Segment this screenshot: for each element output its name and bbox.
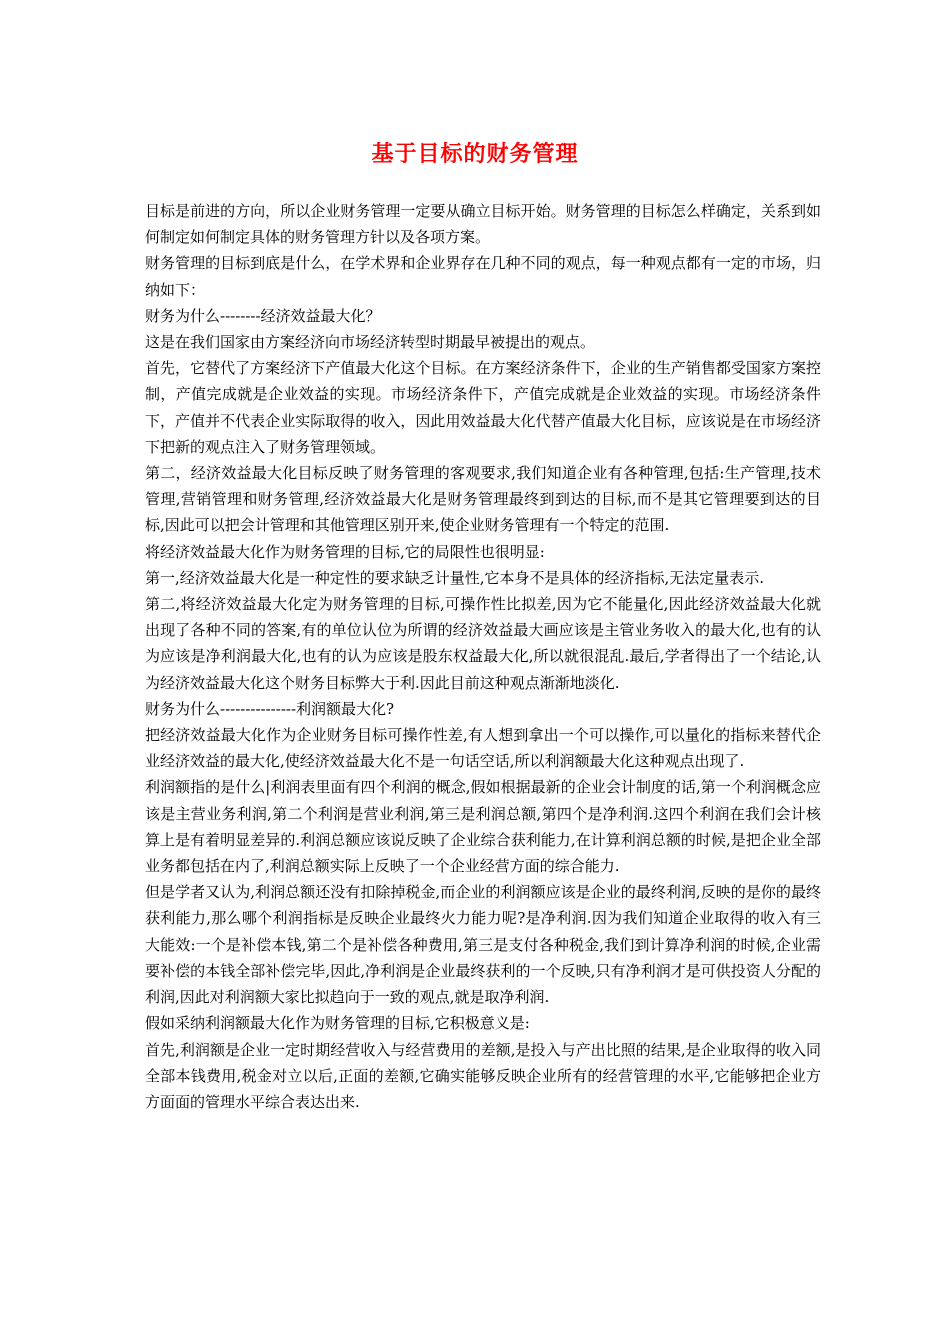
section-heading: 财务为什么---------------利润额最大化? [145, 699, 395, 718]
paragraph: 第二，经济效益最大化目标反映了财务管理的客观要求,我们知道企业有各种管理,包括:生产管理,技术管理,营销管理和财务管理,经济效益最大化是财务管理最终到到达的目标,而不是其它管理要到达的目标,因此可以把会计管理和其他管理区别开来,使企业财务管理有一个特定的范围. [145, 464, 821, 535]
paragraph: 首先,利润额是企业一定时期经营收入与经营费用的差额,是投入与产出比照的结果,是企业取得的收入同全部本钱费用,税金对立以后,正面的差额,它确实能够反映企业所有的经营管理的水平,它能够把企业方方面面的管理水平综合表达出来. [145, 1040, 821, 1111]
document-title: 基于目标的财务管理 [371, 141, 579, 167]
paragraph: 将经济效益最大化作为财务管理的目标,它的局限性也很明显: [145, 542, 545, 561]
section-heading: 财务为什么--------经济效益最大化？ [145, 306, 381, 325]
paragraph: 但是学者又认为,利润总额还没有扣除掉税金,而企业的利润额应该是企业的最终利润,反映的是你的最终获利能力,那么哪个利润指标是反映企业最终火力能力呢?是净利润.因为我们知道企业取得的收入有三大能效:一个是补偿本钱,第二个是补偿各种费用,第三是支付各种税金,我们到计算净利润的时候,企业需要补偿的本钱全部补偿完毕,因此,净利润是企业最终获利的一个反映,只有净利润才是可供投资人分配的利润,因此对利润额大家比拟趋向于一致的观点,就是取净利润. [145, 883, 821, 1007]
paragraph: 财务管理的目标到底是什么，在学术界和企业界存在几种不同的观点，每一种观点都有一定的市场，归纳如下： [145, 254, 821, 299]
paragraph: 把经济效益最大化作为企业财务目标可操作性差,有人想到拿出一个可以操作,可以量化的指标来替代企业经济效益的最大化,使经济效益最大化不是一句话空话,所以利润额最大化这种观点出现了. [145, 726, 821, 771]
paragraph: 利润额指的是什么|利润表里面有四个利润的概念,假如根据最新的企业会计制度的话,第一个利润概念应该是主营业务利润,第二个利润是营业利润,第三是利润总额,第四个是净利润.这四个利润在我们会计核算上是有着明显差异的.利润总额应该说反映了企业综合获利能力,在计算利润总额的时候,是把企业全部业务都包括在内了,利润总额实际上反映了一个企业经营方面的综合能力. [145, 778, 821, 876]
paragraph: 首先，它替代了方案经济下产值最大化这个目标。在方案经济条件下，企业的生产销售都受国家方案控制，产值完成就是企业效益的实现。市场经济条件下，产值完成就是企业效益的实现。市场经济条件下，产值并不代表企业实际取得的收入，因此用效益最大化代替产值最大化目标，应该说是在市场经济下把新的观点注入了财务管理领域。 [145, 359, 821, 456]
document-body [145, 198, 821, 1115]
paragraph: 假如采纳利润额最大化作为财务管理的目标,它积极意义是: [145, 1014, 530, 1033]
paragraph: 这是在我们国家由方案经济向市场经济转型时期最早被提出的观点。 [145, 333, 596, 352]
paragraph: 第一,经济效益最大化是一种定性的要求缺乏计量性,它本身不是具体的经济指标,无法定量表示. [145, 568, 765, 587]
paragraph: 目标是前进的方向，所以企业财务管理一定要从确立目标开始。财务管理的目标怎么样确定，关系到如何制定如何制定具体的财务管理方针以及各项方案。 [145, 202, 821, 247]
paragraph: 第二,将经济效益最大化定为财务管理的目标,可操作性比拟差,因为它不能量化,因此经济效益最大化就出现了各种不同的答案,有的单位认位为所谓的经济效益最大画应该是主管业务收入的最大化,也有的认为应该是净利润最大化,也有的认为应该是股东权益最大化,所以就很混乱.最后,学者得出了一个结论,认为经济效益最大化这个财务目标弊大于利.因此目前这种观点渐渐地淡化. [145, 595, 821, 692]
